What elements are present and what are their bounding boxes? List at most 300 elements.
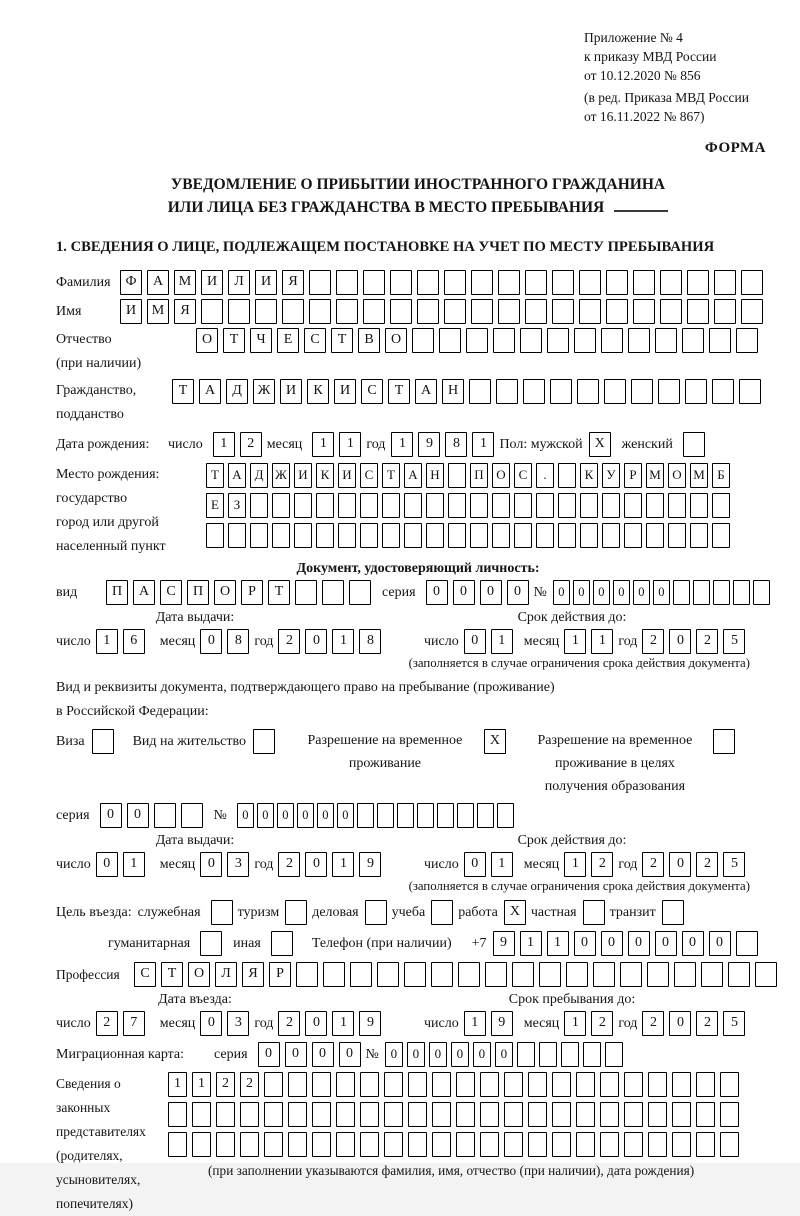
- char-box[interactable]: [471, 270, 493, 295]
- char-box[interactable]: [512, 962, 534, 987]
- char-box[interactable]: [255, 299, 277, 324]
- char-box[interactable]: [264, 1132, 283, 1157]
- char-box[interactable]: [576, 1132, 595, 1157]
- char-box[interactable]: 0: [312, 1042, 334, 1067]
- char-box[interactable]: [384, 1072, 403, 1097]
- char-box[interactable]: [426, 493, 444, 518]
- char-box[interactable]: [360, 1132, 379, 1157]
- char-box[interactable]: [390, 270, 412, 295]
- char-box[interactable]: 2: [96, 1011, 118, 1036]
- char-box[interactable]: [397, 803, 414, 828]
- char-box[interactable]: И: [294, 463, 312, 488]
- char-box[interactable]: [404, 962, 426, 987]
- char-box[interactable]: [382, 523, 400, 548]
- char-box[interactable]: 1: [564, 629, 586, 654]
- char-box[interactable]: [648, 1102, 667, 1127]
- char-box[interactable]: 5: [723, 852, 745, 877]
- char-box[interactable]: 2: [696, 852, 718, 877]
- char-box[interactable]: [655, 328, 677, 353]
- char-box[interactable]: [432, 1102, 451, 1127]
- char-box[interactable]: [574, 328, 596, 353]
- char-box[interactable]: 6: [123, 629, 145, 654]
- char-box[interactable]: 1: [491, 852, 513, 877]
- char-box[interactable]: [288, 1102, 307, 1127]
- char-box[interactable]: [432, 1072, 451, 1097]
- char-box[interactable]: 3: [227, 1011, 249, 1036]
- char-box[interactable]: Т: [161, 962, 183, 987]
- char-box[interactable]: [296, 962, 318, 987]
- char-box[interactable]: С: [361, 379, 383, 404]
- char-box[interactable]: [523, 379, 545, 404]
- char-box[interactable]: Т: [268, 580, 290, 605]
- char-box[interactable]: [580, 523, 598, 548]
- char-box[interactable]: 9: [491, 1011, 513, 1036]
- char-box[interactable]: Р: [624, 463, 642, 488]
- char-box[interactable]: [682, 328, 704, 353]
- char-box[interactable]: [714, 270, 736, 295]
- char-box[interactable]: Д: [250, 463, 268, 488]
- char-box[interactable]: 9: [418, 432, 440, 457]
- char-box[interactable]: [201, 299, 223, 324]
- char-box[interactable]: [668, 523, 686, 548]
- char-box[interactable]: [336, 299, 358, 324]
- char-box[interactable]: 1: [591, 629, 613, 654]
- char-box[interactable]: М: [174, 270, 196, 295]
- char-box[interactable]: [552, 1102, 571, 1127]
- char-box[interactable]: М: [147, 299, 169, 324]
- char-box[interactable]: 0: [337, 803, 354, 828]
- char-box[interactable]: [349, 580, 371, 605]
- char-box[interactable]: 0: [507, 580, 529, 605]
- char-box[interactable]: 0: [669, 1011, 691, 1036]
- char-box[interactable]: Р: [241, 580, 263, 605]
- char-box[interactable]: [264, 1072, 283, 1097]
- char-box[interactable]: С: [160, 580, 182, 605]
- char-box[interactable]: М: [690, 463, 708, 488]
- char-box[interactable]: [628, 328, 650, 353]
- char-box[interactable]: Б: [712, 463, 730, 488]
- char-box[interactable]: 2: [591, 852, 613, 877]
- char-box[interactable]: [240, 1102, 259, 1127]
- char-box[interactable]: [720, 1102, 739, 1127]
- char-box[interactable]: [470, 523, 488, 548]
- char-box[interactable]: [408, 1132, 427, 1157]
- char-box[interactable]: 1: [332, 1011, 354, 1036]
- char-box[interactable]: [312, 1132, 331, 1157]
- char-box[interactable]: [264, 1102, 283, 1127]
- char-box[interactable]: [539, 1042, 557, 1067]
- char-box[interactable]: О: [214, 580, 236, 605]
- char-box[interactable]: [336, 270, 358, 295]
- char-box[interactable]: 0: [200, 629, 222, 654]
- char-box[interactable]: [693, 580, 710, 605]
- char-box[interactable]: [323, 962, 345, 987]
- char-box[interactable]: 1: [332, 629, 354, 654]
- char-box[interactable]: [493, 328, 515, 353]
- char-box[interactable]: 1: [391, 432, 413, 457]
- char-box[interactable]: [437, 803, 454, 828]
- char-box[interactable]: [728, 962, 750, 987]
- char-box[interactable]: Ч: [250, 328, 272, 353]
- char-box[interactable]: 0: [305, 1011, 327, 1036]
- char-box[interactable]: 0: [200, 852, 222, 877]
- char-box[interactable]: А: [147, 270, 169, 295]
- char-box[interactable]: [672, 1072, 691, 1097]
- char-box[interactable]: [448, 523, 466, 548]
- char-box[interactable]: [528, 1072, 547, 1097]
- char-box[interactable]: [168, 1102, 187, 1127]
- char-box[interactable]: 0: [574, 931, 596, 956]
- char-box[interactable]: [336, 1132, 355, 1157]
- checkbox-cell[interactable]: [211, 900, 233, 925]
- char-box[interactable]: [470, 493, 488, 518]
- char-box[interactable]: [288, 1072, 307, 1097]
- char-box[interactable]: [216, 1102, 235, 1127]
- char-box[interactable]: [417, 299, 439, 324]
- char-box[interactable]: [216, 1132, 235, 1157]
- char-box[interactable]: [357, 803, 374, 828]
- checkbox-cell[interactable]: [713, 729, 735, 754]
- char-box[interactable]: [480, 1072, 499, 1097]
- char-box[interactable]: [605, 1042, 623, 1067]
- char-box[interactable]: [714, 299, 736, 324]
- char-box[interactable]: И: [120, 299, 142, 324]
- char-box[interactable]: 1: [332, 852, 354, 877]
- char-box[interactable]: [338, 493, 356, 518]
- char-box[interactable]: 1: [564, 852, 586, 877]
- char-box[interactable]: [601, 328, 623, 353]
- char-box[interactable]: [577, 379, 599, 404]
- char-box[interactable]: 0: [258, 1042, 280, 1067]
- char-box[interactable]: Ж: [253, 379, 275, 404]
- char-box[interactable]: [755, 962, 777, 987]
- char-box[interactable]: [672, 1102, 691, 1127]
- char-box[interactable]: У: [602, 463, 620, 488]
- char-box[interactable]: [457, 803, 474, 828]
- char-box[interactable]: М: [646, 463, 664, 488]
- char-box[interactable]: [228, 299, 250, 324]
- char-box[interactable]: [439, 328, 461, 353]
- char-box[interactable]: [377, 803, 394, 828]
- char-box[interactable]: 1: [491, 629, 513, 654]
- char-box[interactable]: 2: [696, 629, 718, 654]
- char-box[interactable]: 2: [216, 1072, 235, 1097]
- char-box[interactable]: Я: [282, 270, 304, 295]
- char-box[interactable]: 0: [200, 1011, 222, 1036]
- char-box[interactable]: [350, 962, 372, 987]
- checkbox-cell[interactable]: [92, 729, 114, 754]
- char-box[interactable]: 0: [426, 580, 448, 605]
- char-box[interactable]: [360, 1102, 379, 1127]
- char-box[interactable]: [579, 270, 601, 295]
- checkbox-cell[interactable]: [271, 931, 293, 956]
- char-box[interactable]: 0: [407, 1042, 425, 1067]
- char-box[interactable]: [736, 328, 758, 353]
- char-box[interactable]: 0: [464, 629, 486, 654]
- char-box[interactable]: П: [106, 580, 128, 605]
- char-box[interactable]: 0: [653, 580, 670, 605]
- char-box[interactable]: [624, 1072, 643, 1097]
- char-box[interactable]: [477, 803, 494, 828]
- char-box[interactable]: А: [404, 463, 422, 488]
- char-box[interactable]: 0: [655, 931, 677, 956]
- char-box[interactable]: [316, 493, 334, 518]
- char-box[interactable]: 0: [96, 852, 118, 877]
- char-box[interactable]: [690, 493, 708, 518]
- char-box[interactable]: [154, 803, 176, 828]
- char-box[interactable]: [525, 270, 547, 295]
- char-box[interactable]: 2: [240, 432, 262, 457]
- char-box[interactable]: 1: [213, 432, 235, 457]
- char-box[interactable]: И: [334, 379, 356, 404]
- char-box[interactable]: [620, 962, 642, 987]
- char-box[interactable]: [709, 328, 731, 353]
- char-box[interactable]: [309, 299, 331, 324]
- char-box[interactable]: [504, 1072, 523, 1097]
- char-box[interactable]: Я: [242, 962, 264, 987]
- char-box[interactable]: [469, 379, 491, 404]
- char-box[interactable]: [600, 1102, 619, 1127]
- char-box[interactable]: 1: [123, 852, 145, 877]
- char-box[interactable]: 0: [305, 852, 327, 877]
- char-box[interactable]: [492, 493, 510, 518]
- char-box[interactable]: О: [196, 328, 218, 353]
- char-box[interactable]: 0: [480, 580, 502, 605]
- char-box[interactable]: [384, 1102, 403, 1127]
- char-box[interactable]: [312, 1072, 331, 1097]
- char-box[interactable]: [558, 523, 576, 548]
- char-box[interactable]: 0: [277, 803, 294, 828]
- char-box[interactable]: 0: [628, 931, 650, 956]
- char-box[interactable]: 9: [493, 931, 515, 956]
- char-box[interactable]: С: [360, 463, 378, 488]
- char-box[interactable]: [309, 270, 331, 295]
- char-box[interactable]: 0: [453, 580, 475, 605]
- char-box[interactable]: [408, 1072, 427, 1097]
- char-box[interactable]: [192, 1132, 211, 1157]
- char-box[interactable]: 1: [464, 1011, 486, 1036]
- char-box[interactable]: 0: [257, 803, 274, 828]
- char-box[interactable]: Ж: [272, 463, 290, 488]
- char-box[interactable]: [282, 299, 304, 324]
- checkbox-cell[interactable]: [365, 900, 387, 925]
- char-box[interactable]: [471, 299, 493, 324]
- checkbox-cell[interactable]: [431, 900, 453, 925]
- char-box[interactable]: Д: [226, 379, 248, 404]
- char-box[interactable]: Е: [206, 493, 224, 518]
- char-box[interactable]: О: [668, 463, 686, 488]
- char-box[interactable]: 1: [96, 629, 118, 654]
- char-box[interactable]: [466, 328, 488, 353]
- char-box[interactable]: 0: [305, 629, 327, 654]
- char-box[interactable]: 8: [227, 629, 249, 654]
- char-box[interactable]: [631, 379, 653, 404]
- char-box[interactable]: Т: [331, 328, 353, 353]
- char-box[interactable]: [377, 962, 399, 987]
- char-box[interactable]: [360, 493, 378, 518]
- char-box[interactable]: 0: [593, 580, 610, 605]
- char-box[interactable]: Т: [382, 463, 400, 488]
- char-box[interactable]: 8: [359, 629, 381, 654]
- char-box[interactable]: 0: [297, 803, 314, 828]
- char-box[interactable]: [458, 962, 480, 987]
- char-box[interactable]: [566, 962, 588, 987]
- char-box[interactable]: 0: [127, 803, 149, 828]
- char-box[interactable]: [579, 299, 601, 324]
- char-box[interactable]: [514, 523, 532, 548]
- char-box[interactable]: [600, 1072, 619, 1097]
- char-box[interactable]: 2: [591, 1011, 613, 1036]
- char-box[interactable]: 7: [123, 1011, 145, 1036]
- char-box[interactable]: З: [228, 493, 246, 518]
- char-box[interactable]: [600, 1132, 619, 1157]
- char-box[interactable]: 2: [696, 1011, 718, 1036]
- char-box[interactable]: [448, 493, 466, 518]
- char-box[interactable]: А: [133, 580, 155, 605]
- char-box[interactable]: [456, 1072, 475, 1097]
- checkbox-cell[interactable]: [285, 900, 307, 925]
- char-box[interactable]: [624, 523, 642, 548]
- char-box[interactable]: [316, 523, 334, 548]
- char-box[interactable]: Т: [388, 379, 410, 404]
- char-box[interactable]: [250, 523, 268, 548]
- char-box[interactable]: [363, 270, 385, 295]
- char-box[interactable]: [558, 463, 576, 488]
- char-box[interactable]: [444, 299, 466, 324]
- char-box[interactable]: [528, 1102, 547, 1127]
- checkbox-cell[interactable]: [662, 900, 684, 925]
- char-box[interactable]: 2: [642, 852, 664, 877]
- char-box[interactable]: [736, 931, 758, 956]
- char-box[interactable]: [687, 299, 709, 324]
- char-box[interactable]: 1: [472, 432, 494, 457]
- char-box[interactable]: [168, 1132, 187, 1157]
- char-box[interactable]: [624, 1132, 643, 1157]
- char-box[interactable]: [336, 1102, 355, 1127]
- char-box[interactable]: [295, 580, 317, 605]
- char-box[interactable]: [426, 523, 444, 548]
- char-box[interactable]: [547, 328, 569, 353]
- char-box[interactable]: [712, 379, 734, 404]
- char-box[interactable]: [673, 580, 690, 605]
- char-box[interactable]: 1: [168, 1072, 187, 1097]
- char-box[interactable]: В: [358, 328, 380, 353]
- char-box[interactable]: 0: [633, 580, 650, 605]
- char-box[interactable]: [658, 379, 680, 404]
- char-box[interactable]: [624, 1102, 643, 1127]
- char-box[interactable]: [741, 299, 763, 324]
- char-box[interactable]: Р: [269, 962, 291, 987]
- char-box[interactable]: [633, 270, 655, 295]
- char-box[interactable]: [696, 1072, 715, 1097]
- char-box[interactable]: 2: [642, 1011, 664, 1036]
- char-box[interactable]: [520, 328, 542, 353]
- char-box[interactable]: 0: [339, 1042, 361, 1067]
- char-box[interactable]: К: [307, 379, 329, 404]
- char-box[interactable]: 0: [495, 1042, 513, 1067]
- char-box[interactable]: [294, 493, 312, 518]
- checkbox-cell[interactable]: [583, 900, 605, 925]
- char-box[interactable]: [240, 1132, 259, 1157]
- char-box[interactable]: 0: [473, 1042, 491, 1067]
- char-box[interactable]: 0: [613, 580, 630, 605]
- char-box[interactable]: [660, 270, 682, 295]
- char-box[interactable]: [606, 270, 628, 295]
- char-box[interactable]: [498, 270, 520, 295]
- char-box[interactable]: [336, 1072, 355, 1097]
- char-box[interactable]: [733, 580, 750, 605]
- char-box[interactable]: Ф: [120, 270, 142, 295]
- char-box[interactable]: [417, 270, 439, 295]
- char-box[interactable]: [480, 1102, 499, 1127]
- char-box[interactable]: 0: [451, 1042, 469, 1067]
- checkbox-cell[interactable]: [253, 729, 275, 754]
- char-box[interactable]: [536, 523, 554, 548]
- char-box[interactable]: [672, 1132, 691, 1157]
- char-box[interactable]: [561, 1042, 579, 1067]
- char-box[interactable]: 2: [240, 1072, 259, 1097]
- char-box[interactable]: О: [492, 463, 510, 488]
- char-box[interactable]: О: [385, 328, 407, 353]
- char-box[interactable]: [712, 493, 730, 518]
- char-box[interactable]: [250, 493, 268, 518]
- char-box[interactable]: [696, 1102, 715, 1127]
- char-box[interactable]: [498, 299, 520, 324]
- checkbox-cell[interactable]: X: [589, 432, 611, 457]
- char-box[interactable]: [539, 962, 561, 987]
- checkbox-cell[interactable]: [683, 432, 705, 457]
- char-box[interactable]: [192, 1102, 211, 1127]
- char-box[interactable]: С: [304, 328, 326, 353]
- char-box[interactable]: [272, 523, 290, 548]
- char-box[interactable]: [497, 803, 514, 828]
- char-box[interactable]: [593, 962, 615, 987]
- char-box[interactable]: [432, 1132, 451, 1157]
- char-box[interactable]: [687, 270, 709, 295]
- char-box[interactable]: К: [316, 463, 334, 488]
- char-box[interactable]: [624, 493, 642, 518]
- char-box[interactable]: [536, 493, 554, 518]
- char-box[interactable]: [576, 1102, 595, 1127]
- char-box[interactable]: 2: [278, 852, 300, 877]
- char-box[interactable]: [646, 493, 664, 518]
- char-box[interactable]: [604, 379, 626, 404]
- char-box[interactable]: [741, 270, 763, 295]
- char-box[interactable]: 0: [553, 580, 570, 605]
- char-box[interactable]: Е: [277, 328, 299, 353]
- char-box[interactable]: [606, 299, 628, 324]
- char-box[interactable]: Я: [174, 299, 196, 324]
- char-box[interactable]: [431, 962, 453, 987]
- char-box[interactable]: [602, 493, 620, 518]
- char-box[interactable]: [360, 523, 378, 548]
- char-box[interactable]: 9: [359, 1011, 381, 1036]
- char-box[interactable]: 2: [278, 629, 300, 654]
- char-box[interactable]: 1: [312, 432, 334, 457]
- char-box[interactable]: [552, 1132, 571, 1157]
- char-box[interactable]: П: [187, 580, 209, 605]
- char-box[interactable]: [558, 493, 576, 518]
- char-box[interactable]: [660, 299, 682, 324]
- char-box[interactable]: 0: [317, 803, 334, 828]
- char-box[interactable]: [720, 1132, 739, 1157]
- char-box[interactable]: 3: [227, 852, 249, 877]
- char-box[interactable]: О: [188, 962, 210, 987]
- char-box[interactable]: И: [280, 379, 302, 404]
- char-box[interactable]: 9: [359, 852, 381, 877]
- char-box[interactable]: [272, 493, 290, 518]
- char-box[interactable]: [602, 523, 620, 548]
